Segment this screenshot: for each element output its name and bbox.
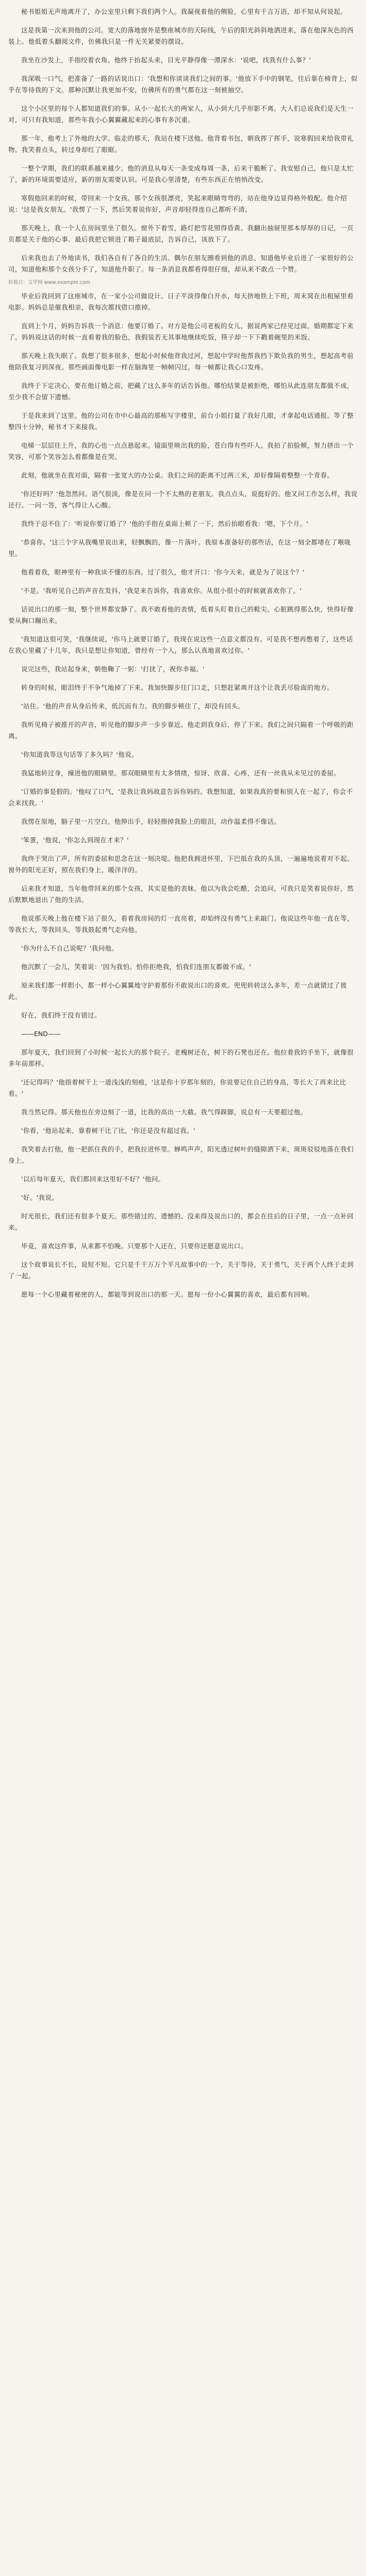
paragraph: 那天晚上，我一个人在房间里坐了很久。窗外下着雪，路灯把雪花照得昏黄。我翻出抽屉里那本厚厚的日记，一页页都是关于他的心事。最后我把它锁进了箱子最底层，告诉自己，该放下了。: [8, 224, 354, 243]
paragraph: 好在，我们终于没有错过。: [21, 1011, 101, 1019]
paragraph: 后来我也去了外地读书，我们各自有了各自的生活。偶尔在朋友圈看到他的消息，知道他毕业后进了一家很好的公司，知道他和那个女孩分手了，知道他升职了。每一条消息我都看得很仔细，却从来不敢点一个赞。: [8, 254, 354, 273]
paragraph: '你还好吗？'他忽然问。语气很淡，像是在问一个不太熟的老朋友。我点点头，说挺好的。他又问工作怎么样，我说还行。一问一答，客气得让人心酸。: [8, 490, 358, 509]
paragraph: '订婚的事是假的。'他叹了口气，'是我让我妈故意告诉你妈的。我想知道，如果我真的要和别人在一起了，你会不会来找我。': [8, 788, 353, 807]
paragraph: '站住。'他的声音从身后传来，低沉而有力。我的脚步顿住了，却没有回头。: [21, 702, 245, 710]
top-strip: [0, 0, 366, 5]
paragraph: 直到上个月，妈妈告诉我一个消息：他要订婚了。对方是他公司老板的女儿，据说两家已经见过面，婚期都定下来了。妈妈说这话的时候一直看着我的脸色，我假装若无其事地继续吃饭，筷子却一下下戳着碗里的米饭。: [8, 322, 354, 341]
paragraph: 电梯一层层往上升，我的心也一点点悬起来。镜面里映出我的脸，苍白得有些吓人。我拍了拍脸颊，努力挤出一个笑容，可那个笑容怎么看都像是在哭。: [8, 442, 354, 461]
paragraph: 那年夏天，我们回到了小时候一起长大的那个院子。老槐树还在，树下的石凳也还在。他拉着我的手坐下，就像很多年前那样。: [8, 1048, 354, 1067]
paragraph: 秘书姐姐无声地离开了，办公室里只剩下我们两个人。我凝视着他的侧脸，心里有千言万语，却不知从何说起。: [21, 8, 347, 15]
paragraph: 毕竟，喜欢这件事，从来都不怕晚。只要那个人还在，只要你还愿意说出口。: [21, 1242, 247, 1250]
paragraph: 那天晚上我失眠了。我想了很多很多，想起小时候他背我过河，想起中学时他帮我挡下欺负我的男生，想起高考前他陪我复习到深夜。那些画面像电影一样在脑海里一帧帧闪过，每一帧都让我心口发疼。: [8, 352, 354, 371]
paragraph: 于是我来到了这里。他的公司在市中心最高的那栋写字楼里，前台小姐打量了我好几眼，才拿起电话通报。等了整整四十分钟，秘书才下来接我。: [8, 412, 354, 431]
paragraph: '你为什么不自己说呢？'我问他。: [21, 944, 119, 952]
paragraph: '你看，'他站起来，靠着树干比了比，'你还是没有超过我。': [21, 1127, 195, 1134]
paragraph: 他沉默了一会儿，笑着说：'因为我怕。怕你拒绝我，怕我们连朋友都做不成。': [21, 963, 252, 971]
paragraph: 这个小区里的每个人都知道我们的事。从小一起长大的两家人，从小到大几乎形影不离。大人们总说我们是天生一对，可只有我知道，那些年我小心翼翼藏起来的心事有多沉重。: [8, 105, 354, 124]
paragraph: 我终于哭出了声，所有的委屈和思念在这一刻决堤。他把我拥进怀里，下巴抵在我的头顶，一遍遍地说着对不起。窗外的阳光正好，照在我们身上，暖洋洋的。: [8, 855, 354, 874]
paragraph: 我愣在原地，脑子里一片空白。他伸出手，轻轻擦掉我脸上的眼泪，动作温柔得不像话。: [21, 818, 281, 825]
paragraph: '以后每年夏天，我们都回来这里好不好？'他问。: [21, 1175, 165, 1183]
paragraph: 此刻，他就坐在我对面，隔着一张宽大的办公桌。我们之间的距离不过两三米，却好像隔着整整一个青春。: [21, 471, 334, 479]
paragraph: 这个故事说长不长，说短不短。它只是千千万万个平凡故事中的一个，关于等待，关于勇气，关于两个人终于走到了一起。: [8, 1261, 354, 1280]
paragraph: '好。'我说。: [21, 1194, 59, 1201]
paragraph: 毕业后我回到了这座城市，在一家小公司做设计。日子平淡得像白开水，每天挤地铁上下班，周末窝在出租屋里看电影。妈妈总是催我相亲，我每次都找借口推掉。: [8, 292, 354, 311]
paragraph: 话说出口的那一刻，整个世界都安静了。我不敢看他的表情，低着头盯着自己的鞋尖。心脏跳得那么快，快得好像要从胸口蹦出来。: [8, 605, 354, 624]
paragraph: 我终于下定决心，要在他订婚之前，把藏了这么多年的话告诉他。哪怕结果是被拒绝，哪怕从此连朋友都做不成，至少我不会留下遗憾。: [8, 382, 354, 401]
paragraph: 转身的时候，眼泪终于不争气地掉了下来。我加快脚步往门口走，只想赶紧离开这个让我丢尽脸面的地方。: [21, 684, 334, 691]
paragraph: 时光很长，我们还有很多个夏天。那些错过的、遗憾的、没来得及说出口的，都会在往后的日子里，一点一点补回来。: [8, 1212, 354, 1231]
paragraph: 寒假他回来的时候，带回来一个女孩。那个女孩很漂亮，笑起来眼睛弯弯的，站在他身边显得格外般配。他介绍说：'这是我女朋友。'我愣了一下，然后笑着说你好，声音却轻得连自己都听不清。: [8, 194, 347, 213]
paragraph: 我终于忍不住了：'听说你要订婚了？'他的手指在桌面上顿了一下，然后抬眼看我：'嗯，下个月。': [21, 520, 309, 528]
source-watermark: 转载自：文学网 www.example.com: [8, 280, 91, 285]
paragraph: 原来我们都一样胆小，都一样小心翼翼地守护着那份不敢说出口的喜欢。兜兜转转这么多年，差一点就错过了彼此。: [8, 981, 347, 1001]
section-divider: ——END——: [21, 1030, 61, 1038]
paragraph: 那一年，他考上了外地的大学。临走的那天，我站在楼下送他。他背着书包，朝我挥了挥手，说寒假回来给我带礼物。我笑着点头，转过身却红了眼眶。: [8, 134, 354, 154]
paragraph: 他说那天晚上他在楼下站了很久，看着我房间的灯一直亮着，却始终没有勇气上来敲门。他说这些年他一直在等，等我长大，等我回头，等我鼓起勇气走向他。: [8, 914, 354, 934]
paragraph: 我笑着去打他，他一把抓住我的手，把我拉进怀里。蝉鸣声声，阳光透过树叶的缝隙洒下来，斑斑驳驳地落在我们身上。: [8, 1145, 354, 1164]
paragraph: 我听见椅子被推开的声音，听见他的脚步声一步步靠近。他走到我身后，停了下来。我们之间只隔着一个呼吸的距离。: [8, 721, 354, 740]
paragraph: 一整个学期，我们的联系越来越少。他的消息从每天一条变成每周一条，后来干脆断了。我安慰自己，他只是太忙了，新的环境需要适应，新的朋友需要认识。可是我心里清楚，有些东西正在悄悄改变。: [8, 164, 354, 183]
paragraph: 说完这些，我站起身来，朝他鞠了一躬：'打扰了，祝你幸福。': [21, 665, 205, 673]
paragraph: 我坐在沙发上，手指绞着衣角。他终于抬起头来，目光平静得像一潭深水：'说吧，找我有什么事？': [21, 56, 311, 64]
paragraph: '还记得吗？'他指着树干上一道浅浅的刻痕，'这是你十岁那年刻的，你说要记住自己的身高，等长大了再来比比看。': [8, 1078, 346, 1097]
paragraph: 后来我才知道，当年他带回来的那个女孩，其实是他的表妹。他以为我会吃醋，会追问，可我只是笑着说你好，然后默默地退出了他的生活。: [8, 885, 354, 904]
article-body: [0, 5, 366, 1300]
paragraph: 我当然记得。那天他也在旁边刻了一道，比我的高出一大截。我气得跺脚，说总有一天要超过他。: [21, 1108, 307, 1116]
paragraph: 这是我第一次来到他的公司。宽大的落地窗外是整座城市的天际线，午后的阳光斜斜地洒进来，落在他深灰色的西装上。他低着头翻阅文件，仿佛我只是一件无关紧要的摆设。: [8, 26, 354, 45]
paragraph: 他看着我，眼神里有一种我读不懂的东西。过了很久，他才开口：'你今天来，就是为了说这个？': [21, 568, 305, 576]
paragraph: '你知道我等这句话等了多久吗？'他说。: [21, 751, 138, 758]
paragraph: '笨蛋，'他说，'你怎么到现在才来？': [21, 836, 129, 844]
paragraph: '不是。'我听见自己的声音在发抖，'我是来告诉你，我喜欢你。从很小很小的时候就喜欢你了。': [21, 587, 302, 595]
paragraph: '恭喜你。'这三个字从我嘴里说出来，轻飘飘的，像一片落叶。我原本准备好的那些话，在这一刻全都堵在了喉咙里。: [8, 538, 351, 557]
paragraph: 我猛地转过身，撞进他的眼睛里。那双眼睛里有太多情绪，惊讶、欣喜、心疼，还有一丝我从未见过的委屈。: [21, 769, 341, 777]
paragraph: 我深吸一口气，把准备了一路的话说出口：'我想和你谈谈我们之间的事。'他放下手中的钢笔，往后靠在椅背上，似乎在等待我的下文。那种沉默让我更加不安，仿佛所有的勇气都在这一刻被抽空。: [8, 75, 358, 94]
paragraph: '我知道这很可笑，'我继续说，'你马上就要订婚了，我现在说这些一点意义都没有。可是我不想再憋着了，这些话在我心里藏了十几年，我只是想让你知道，曾经有一个人，那么认真地喜欢过你。': [8, 635, 353, 654]
paragraph: 愿每一个心里藏着秘密的人，都能等到说出口的那一天。愿每一份小心翼翼的喜欢，最后都有回响。: [21, 1291, 314, 1298]
